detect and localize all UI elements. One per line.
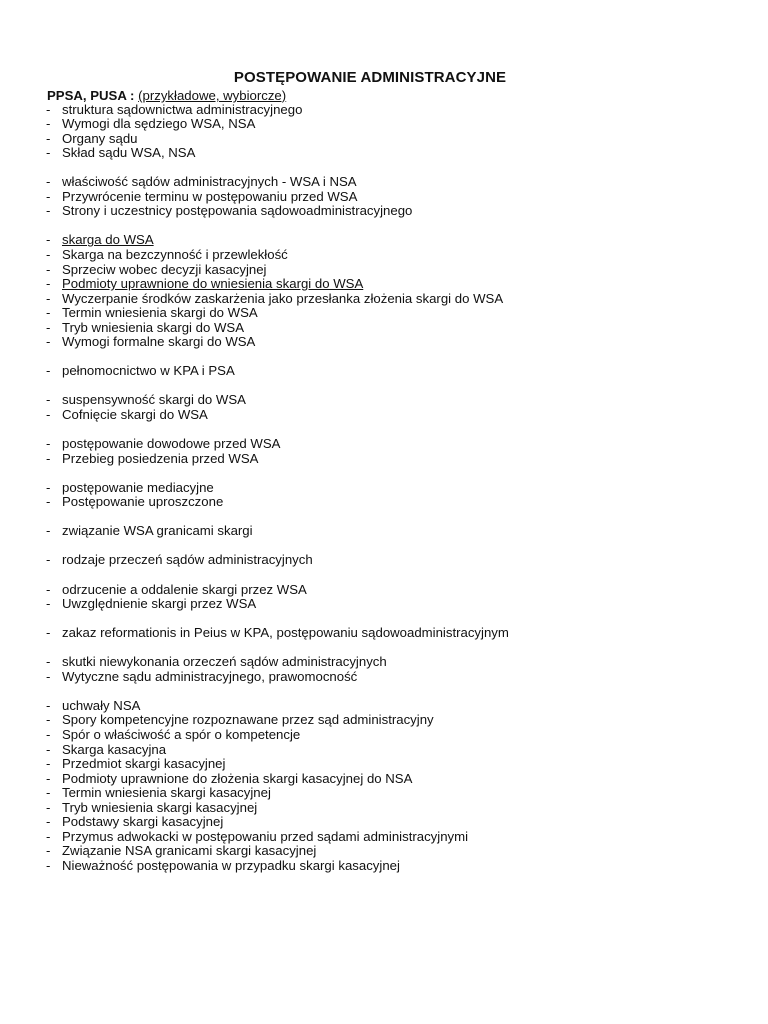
list-item-text: Termin wniesienia skargi kasacyjnej bbox=[62, 785, 271, 801]
bullet-dash: - bbox=[46, 552, 51, 568]
list-item-text: związanie WSA granicami skargi bbox=[62, 523, 253, 539]
group-spacer bbox=[46, 466, 509, 481]
group-spacer bbox=[46, 510, 509, 525]
list-item-text: Przywrócenie terminu w postępowaniu przed WSA bbox=[62, 188, 358, 204]
group-spacer bbox=[46, 379, 509, 394]
list-item bbox=[46, 263, 509, 278]
bullet-dash: - bbox=[46, 494, 51, 510]
page-title: POSTĘPOWANIE ADMINISTRACYJNE bbox=[233, 69, 507, 86]
list-item bbox=[46, 844, 509, 859]
list-item-text: rodzaje przeczeń sądów administracyjnych bbox=[62, 552, 313, 568]
list-item-text: struktura sądownictwa administracyjnego bbox=[62, 101, 303, 117]
bullet-dash: - bbox=[46, 741, 51, 757]
list-item bbox=[46, 772, 509, 787]
bullet-dash: - bbox=[46, 305, 51, 321]
bullet-dash: - bbox=[46, 668, 51, 684]
list-item bbox=[46, 452, 509, 467]
list-item bbox=[46, 655, 509, 670]
list-item-text: Podmioty uprawnione do złożenia skargi kasacyjnej do NSA bbox=[62, 770, 413, 786]
list-item bbox=[46, 801, 509, 816]
list-item-text: Przebieg posiedzenia przed WSA bbox=[62, 450, 259, 466]
group-spacer bbox=[46, 612, 509, 627]
bullet-dash: - bbox=[46, 785, 51, 801]
list-item bbox=[46, 553, 509, 568]
bullet-dash: - bbox=[46, 232, 51, 248]
list-item bbox=[46, 233, 509, 248]
bullet-dash: - bbox=[46, 101, 51, 117]
bullet-dash: - bbox=[46, 436, 51, 452]
bullet-dash: - bbox=[46, 406, 51, 422]
list-item bbox=[46, 786, 509, 801]
group-spacer bbox=[46, 219, 509, 234]
list-item bbox=[46, 743, 509, 758]
bullet-dash: - bbox=[46, 756, 51, 772]
list-item-text: Podstawy skargi kasacyjnej bbox=[62, 814, 224, 830]
bullet-dash: - bbox=[46, 828, 51, 844]
bullet-dash: - bbox=[46, 770, 51, 786]
list-item bbox=[46, 699, 509, 714]
list-item-text: Przymus adwokacki w postępowaniu przed sądami administracyjnymi bbox=[62, 828, 469, 844]
list-item-text: Postępowanie uproszczone bbox=[62, 494, 224, 510]
list-item bbox=[46, 335, 509, 350]
list-item-text: postępowanie dowodowe przed WSA bbox=[62, 436, 281, 452]
list-item bbox=[46, 132, 509, 147]
list-item bbox=[46, 408, 509, 423]
bullet-dash: - bbox=[46, 843, 51, 859]
list-item-text: skutki niewykonania orzeczeń sądów administracyjnych bbox=[62, 654, 387, 670]
list-item bbox=[46, 495, 509, 510]
list-item-text: zakaz reformationis in Peius w KPA, postępowaniu sądowoadministracyjnym bbox=[62, 625, 509, 641]
bullet-dash: - bbox=[46, 290, 51, 306]
list-item-text: pełnomocnictwo w KPA i PSA bbox=[62, 363, 235, 379]
group-spacer bbox=[46, 568, 509, 583]
list-item-text: Wymogi formalne skargi do WSA bbox=[62, 334, 256, 350]
bullet-dash: - bbox=[46, 276, 51, 292]
bullet-dash: - bbox=[46, 261, 51, 277]
group-spacer bbox=[46, 684, 509, 699]
list-item-text: Podmioty uprawnione do wniesienia skargi do WSA bbox=[62, 276, 364, 292]
bullet-dash: - bbox=[46, 203, 51, 219]
bullet-dash: - bbox=[46, 174, 51, 190]
list-item-text: skarga do WSA bbox=[62, 232, 154, 248]
subtitle-lead: PPSA, PUSA : bbox=[47, 88, 135, 103]
list-item-text: suspensywność skargi do WSA bbox=[62, 392, 246, 408]
list-item-text: Wymogi dla sędziego WSA, NSA bbox=[62, 116, 256, 132]
list-item bbox=[46, 306, 509, 321]
list-item-text: postępowanie mediacyjne bbox=[62, 479, 214, 495]
list-item-text: Tryb wniesienia skargi kasacyjnej bbox=[62, 799, 258, 815]
list-item-text: Spór o właściwość a spór o kompetencje bbox=[62, 727, 301, 743]
list-item-text: Związanie NSA granicami skargi kasacyjnej bbox=[62, 843, 317, 859]
list-item bbox=[46, 481, 509, 496]
group-spacer bbox=[46, 539, 509, 554]
bullet-dash: - bbox=[46, 130, 51, 146]
bullet-dash: - bbox=[46, 857, 51, 873]
list-item bbox=[46, 175, 509, 190]
list-item-text: Spory kompetencyjne rozpoznawane przez sąd administracyjny bbox=[62, 712, 434, 728]
bullet-dash: - bbox=[46, 581, 51, 597]
list-item bbox=[46, 757, 509, 772]
list-item-text: Uwzględnienie skargi przez WSA bbox=[62, 596, 257, 612]
subtitle-note: (przykładowe, wybiorcze) bbox=[138, 88, 287, 103]
list-item-text: Organy sądu bbox=[62, 130, 138, 146]
bullet-dash: - bbox=[46, 596, 51, 612]
topic-list bbox=[46, 103, 509, 874]
list-item bbox=[46, 277, 509, 292]
list-item bbox=[46, 597, 509, 612]
list-item bbox=[46, 364, 509, 379]
bullet-dash: - bbox=[46, 188, 51, 204]
list-item-text: Sprzeciw wobec decyzji kasacyjnej bbox=[62, 261, 267, 277]
list-item-text: Cofnięcie skargi do WSA bbox=[62, 406, 208, 422]
group-spacer bbox=[46, 641, 509, 656]
list-item bbox=[46, 190, 509, 205]
bullet-dash: - bbox=[46, 625, 51, 641]
bullet-dash: - bbox=[46, 523, 51, 539]
list-item-text: Skarga kasacyjna bbox=[62, 741, 167, 757]
list-item bbox=[46, 626, 509, 641]
list-item-text: Tryb wniesienia skargi do WSA bbox=[62, 319, 245, 335]
list-item-text: uchwały NSA bbox=[62, 697, 141, 713]
bullet-dash: - bbox=[46, 246, 51, 262]
list-item bbox=[46, 583, 509, 598]
bullet-dash: - bbox=[46, 727, 51, 743]
list-item-text: Wytyczne sądu administracyjnego, prawomocność bbox=[62, 668, 358, 684]
list-item-text: właściwość sądów administracyjnych - WSA i NSA bbox=[62, 174, 357, 190]
list-item bbox=[46, 393, 509, 408]
list-item bbox=[46, 859, 509, 874]
list-item bbox=[46, 437, 509, 452]
list-item-text: Strony i uczestnicy postępowania sądowoadministracyjnego bbox=[62, 203, 413, 219]
list-item bbox=[46, 728, 509, 743]
list-item bbox=[46, 830, 509, 845]
list-item-text: Skarga na bezczynność i przewlekłość bbox=[62, 246, 288, 262]
bullet-dash: - bbox=[46, 116, 51, 132]
bullet-dash: - bbox=[46, 334, 51, 350]
bullet-dash: - bbox=[46, 479, 51, 495]
bullet-dash: - bbox=[46, 799, 51, 815]
list-item bbox=[46, 524, 509, 539]
list-item-text: Skład sądu WSA, NSA bbox=[62, 145, 196, 161]
list-item bbox=[46, 103, 509, 118]
bullet-dash: - bbox=[46, 319, 51, 335]
list-item bbox=[46, 670, 509, 685]
bullet-dash: - bbox=[46, 712, 51, 728]
list-item bbox=[46, 146, 509, 161]
list-item-text: Nieważność postępowania w przypadku skargi kasacyjnej bbox=[62, 857, 400, 873]
list-item bbox=[46, 117, 509, 132]
list-item bbox=[46, 713, 509, 728]
group-spacer bbox=[46, 350, 509, 365]
list-item-text: Termin wniesienia skargi do WSA bbox=[62, 305, 258, 321]
bullet-dash: - bbox=[46, 697, 51, 713]
bullet-dash: - bbox=[46, 392, 51, 408]
list-item-text: Przedmiot skargi kasacyjnej bbox=[62, 756, 226, 772]
list-item-text: odrzucenie a oddalenie skargi przez WSA bbox=[62, 581, 307, 597]
bullet-dash: - bbox=[46, 145, 51, 161]
list-item-text: Wyczerpanie środków zaskarżenia jako przesłanka złożenia skargi do WSA bbox=[62, 290, 504, 306]
group-spacer bbox=[46, 161, 509, 176]
list-item bbox=[46, 321, 509, 336]
bullet-dash: - bbox=[46, 450, 51, 466]
bullet-dash: - bbox=[46, 363, 51, 379]
list-item bbox=[46, 204, 509, 219]
bullet-dash: - bbox=[46, 814, 51, 830]
list-item bbox=[46, 292, 509, 307]
list-item bbox=[46, 248, 509, 263]
bullet-dash: - bbox=[46, 654, 51, 670]
list-item bbox=[46, 815, 509, 830]
group-spacer bbox=[46, 423, 509, 438]
